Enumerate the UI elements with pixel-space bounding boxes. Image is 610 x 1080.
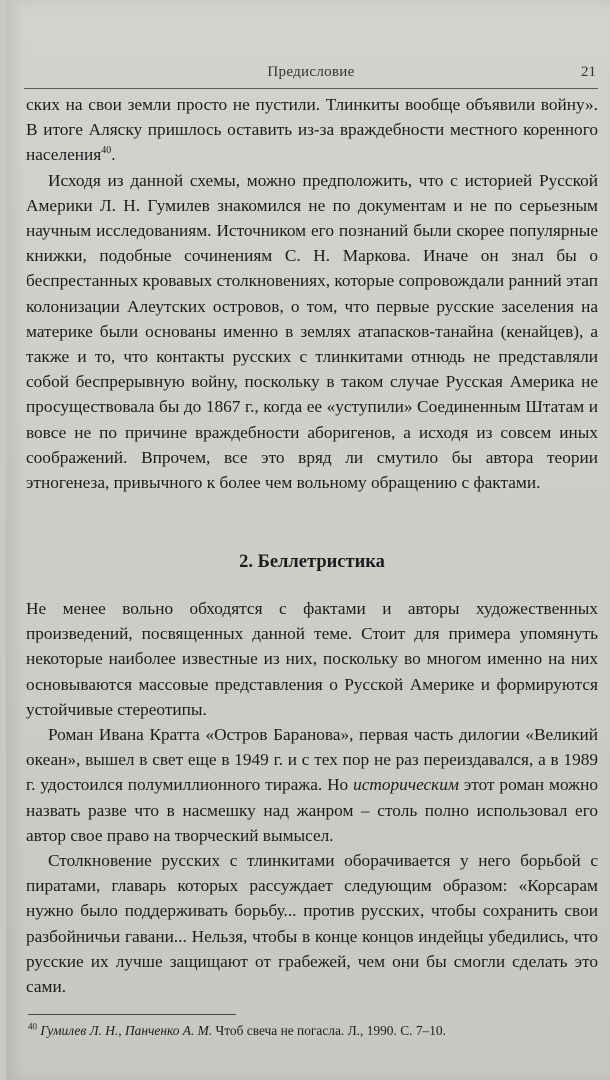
footnote-mark: 40 xyxy=(28,1021,37,1032)
paragraph-4-end: этот роман можно назвать разве что в насмешку над жанром – столь полно использовал его автор свое право на творческий вымысел. xyxy=(26,775,598,845)
section-heading: 2. Беллетристика xyxy=(239,552,385,572)
italic-term: историческим xyxy=(353,775,459,795)
page-number: 21 xyxy=(581,64,596,80)
paragraph-3: Не менее вольно обходятся с фактами и авторы художественных произведений, посвященных данной теме. Стоит для примера упомянуть некоторые наиболее известные из них, поскольку во многом именно на них основываются массовые представления о Русской Америке и формируются устойчивые стереотипы. xyxy=(26,599,598,719)
paragraph-1-text: ских на свои земли просто не пустили. Тлинкиты вообще объявили войну». В итоге Аляску пришлось оставить из-за враждебности местного коренного населения xyxy=(26,95,598,165)
chapter-title: Предисловие xyxy=(267,64,355,80)
paragraph-5: Столкновение русских с тлинкитами оборачивается у него борьбой с пиратами, главарь которых рассуждает следующим образом: «Корсарам нужно было поддерживать борьбу... против русских, чтобы сохранить свои разбойничьи гавани... Нельзя, чтобы в конце концов индейцы убедились, что русские их лучше защищают от грабежей, чем они бы смогли сделать это сами. xyxy=(26,851,598,997)
text-block-2 xyxy=(26,596,598,999)
footnote xyxy=(28,1022,598,1040)
text-block-1 xyxy=(26,92,598,495)
footnote-authors: Гумилев Л. Н., Панченко А. М. xyxy=(40,1023,213,1038)
paragraph-1-end: . xyxy=(111,145,116,165)
footnote-text: Чтоб свеча не погасла. Л., 1990. С. 7–10. xyxy=(212,1023,446,1038)
paragraph-4-text: Роман Ивана Кратта «Остров Баранова», первая часть дилогии «Великий океан», вышел в свет еще в 1949 г. и с тех пор не раз переиздавался, а в 1989 г. удостоился полумиллионного тиража. Но xyxy=(26,725,598,795)
paragraph-4 xyxy=(26,722,598,848)
running-header xyxy=(24,62,598,89)
paragraph-2: Исходя из данной схемы, можно предположить, что с историей Русской Америки Л. Н. Гумилев знакомился не по документам и не по серьезным научным исследованиям. Источником его познаний были скорее популярные книжки, подобные сочинениям С. Н. Маркова. Иначе он знал бы о беспрестанных кровавых столкновениях, которые сопровождали ранний этап колонизации Алеутских островов, о том, что первые русские заселения на материке были основаны именно в землях атапасков-танайна (кенайцев), а также и то, что контакты русских с тлинкитами отнюдь не представляли собой беспрерывную войну, поскольку в таком случае Русская Америка не просуществовала бы до 1867 г., когда ее «уступили» Соединенным Штатам и вовсе не по причине враждебности аборигенов, а исходя из совсем иных соображений. Впрочем, все это вряд ли смутило бы автора теории этногенеза, привычного к более чем вольному обращению с фактами. xyxy=(26,170,598,493)
footnote-ref: 40 xyxy=(101,145,112,157)
footnote-divider xyxy=(28,1014,236,1015)
paragraph-1 xyxy=(26,92,598,168)
book-page xyxy=(6,0,610,1080)
